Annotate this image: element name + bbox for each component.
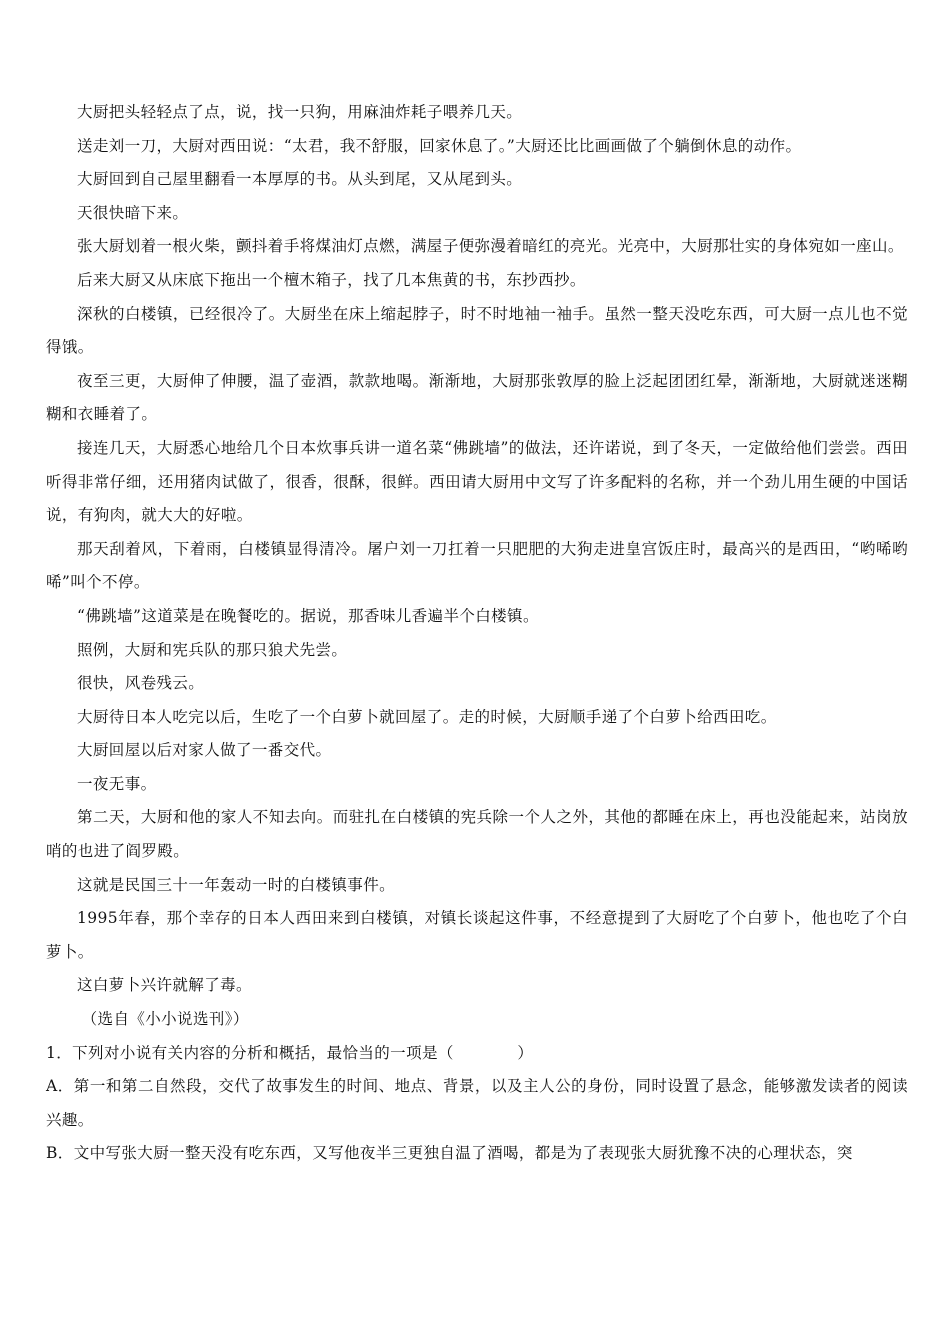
story-paragraph: 这就是民国三十一年轰动一时的白楼镇事件。 (77, 875, 396, 894)
story-paragraph: 一夜无事。 (77, 774, 157, 793)
story-paragraph: 照例，大厨和宪兵队的那只狼犬先尝。 (77, 640, 348, 659)
question-stem: 1．下列对小说有关内容的分析和概括，最恰当的一项是（ ） (46, 1043, 534, 1062)
story-paragraph: 大厨待日本人吃完以后，生吃了一个白萝卜就回屋了。走的时候，大厨顺手递了个白萝卜给西田吃。 (77, 707, 777, 726)
story-paragraph: 大厨把头轻轻点了点，说，找一只狗，用麻油炸耗子喂养几天。 (77, 103, 523, 121)
story-paragraph: 深秋的白楼镇，已经很冷了。大厨坐在床上缩起脖子，时不时地袖一袖手。虽然一整天没吃东西，可大厨一点儿也不觉得饿。 (46, 304, 908, 357)
story-paragraph: 接连几天，大厨悉心地给几个日本炊事兵讲一道名菜“佛跳墙”的做法，还许诺说，到了冬天，一定做给他们尝尝。西田听得非常仔细，还用猪肉试做了，很香，很酥，很鲜。西田请大厨用中文写了许多配料的名称，并一个劲儿用生硬的中国话说，有狗肉，就大大的好啦。 (46, 438, 908, 525)
story-paragraph: 夜至三更，大厨伸了伸腰，温了壶酒，款款地喝。渐渐地，大厨那张敦厚的脸上泛起团团红晕，渐渐地，大厨就迷迷糊糊和衣睡着了。 (46, 371, 908, 424)
option-b: B．文中写张大厨一整天没有吃东西，又写他夜半三更独自温了酒喝，都是为了表现张大厨犹豫不决的心理状态，突 (46, 1144, 853, 1163)
story-paragraph: 张大厨划着一根火柴，颤抖着手将煤油灯点燃，满屋子便弥漫着暗红的亮光。光亮中，大厨那壮实的身体宛如一座山。 (77, 237, 904, 256)
story-paragraph: 大厨回到自己屋里翻看一本厚厚的书。从头到尾，又从尾到头。 (77, 170, 523, 189)
story-paragraph: 送走刘一刀，大厨对西田说：“太君，我不舒服，回家休息了。”大厨还比比画画做了个躺倒休息的动作。 (77, 136, 802, 155)
story-paragraph: 大厨回屋以后对家人做了一番交代。 (77, 741, 332, 760)
story-paragraph: 1995年春，那个幸存的日本人西田来到白楼镇，对镇长谈起这件事，不经意提到了大厨吃了个白萝卜，他也吃了个白萝卜。 (46, 909, 908, 961)
story-paragraph: 后来大厨又从床底下拖出一个檀木箱子，找了几本焦黄的书，东抄西抄。 (77, 270, 586, 289)
story-source: （选自《小小说选刊》） (81, 1010, 249, 1029)
story-paragraph: “佛跳墙”这道菜是在晚餐吃的。据说，那香味儿香遍半个白楼镇。 (77, 606, 539, 625)
document-page (46, 96, 908, 1171)
story-paragraph: 天很快暗下来。 (77, 203, 189, 222)
story-paragraph: 这白萝卜兴许就解了毒。 (77, 976, 252, 995)
story-paragraph: 第二天，大厨和他的家人不知去向。而驻扎在白楼镇的宪兵除一个人之外，其他的都睡在床上，再也没能起来，站岗放哨的也进了阎罗殿。 (46, 808, 908, 861)
option-a: A．第一和第二自然段，交代了故事发生的时间、地点、背景，以及主人公的身份，同时设置了悬念，能够激发读者的阅读兴趣。 (46, 1077, 908, 1129)
story-paragraph: 很快，风卷残云。 (77, 674, 205, 693)
story-paragraph: 那天刮着风，下着雨，白楼镇显得清冷。屠户刘一刀扛着一只肥肥的大狗走进皇宫饭庄时，最高兴的是西田，“哟唏哟唏”叫个不停。 (46, 539, 908, 592)
